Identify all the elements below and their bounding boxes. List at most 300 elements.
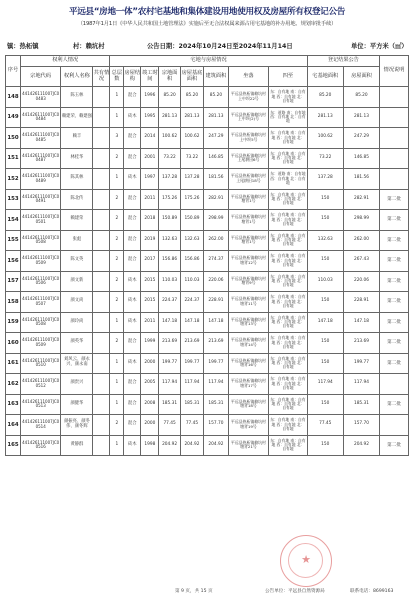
row-base-area: 77.45 — [180, 415, 203, 436]
row-directions: 东：自有地 南：自有地 西：自有地 北：自有地 — [269, 415, 307, 436]
row-location: 平远县热柘镇赖坑村塘背16号 — [228, 353, 269, 374]
row-year: 2018 — [141, 210, 159, 231]
row-remark: 第二批 — [380, 210, 409, 231]
row-owner: 颜文尚 — [61, 292, 93, 313]
table-row — [6, 107, 409, 128]
row-year: 1995 — [141, 107, 159, 128]
row-remark: 第二批 — [380, 189, 409, 210]
header-year: 竣工时间 — [141, 67, 159, 87]
header-floors: 总层数 — [110, 67, 124, 87]
row-base-area: 199.77 — [180, 353, 203, 374]
row-build-area: 228.91 — [204, 292, 229, 313]
row-reg-land: 150 — [307, 251, 343, 272]
row-build-area: 146.85 — [204, 148, 229, 169]
table-row — [6, 148, 409, 169]
row-structure: 砖木 — [124, 169, 141, 190]
row-land-code: 441426111007JC00509 — [20, 333, 61, 354]
row-reg-house: 85.20 — [343, 87, 379, 108]
row-location: 平远县热柘镇赖坑村塘背9号 — [228, 271, 269, 292]
row-location: 平远县热柘镇赖坑村上尾耕田18号 — [228, 169, 269, 190]
row-year: 2015 — [141, 292, 159, 313]
row-land-code: 441426111007JC00510 — [20, 353, 61, 374]
row-floors: 1 — [110, 312, 124, 333]
row-seq: 151 — [6, 148, 21, 169]
row-seq: 158 — [6, 292, 21, 313]
row-year: 1996 — [141, 87, 159, 108]
row-structure: 混合 — [124, 87, 141, 108]
row-remark: 第二批 — [380, 394, 409, 415]
row-year: 2001 — [141, 148, 159, 169]
row-land-code: 441426111007JC00513 — [20, 394, 61, 415]
row-base-area: 100.62 — [180, 128, 203, 149]
row-remark: 第二批 — [380, 312, 409, 333]
publisher: 公告单位：平远县自然资源局 — [265, 589, 325, 594]
row-build-area: 262.00 — [204, 230, 229, 251]
row-land-area: 77.45 — [159, 415, 180, 436]
row-build-area: 185.31 — [204, 394, 229, 415]
row-base-area: 137.28 — [180, 169, 203, 190]
row-floors: 1 — [110, 107, 124, 128]
row-members — [93, 292, 110, 313]
row-land-code: 441426111007JC00489 — [20, 169, 61, 190]
header-build-area: 建筑面积 — [204, 67, 229, 87]
row-land-area: 100.62 — [159, 128, 180, 149]
row-remark — [380, 374, 409, 395]
row-seq: 154 — [6, 210, 21, 231]
row-land-code: 441426111007JC00491 — [20, 189, 61, 210]
row-members — [93, 148, 110, 169]
table-row — [6, 251, 409, 272]
row-owner: 颜振亮、颜冬伟、颜冬辉 — [61, 415, 93, 436]
village-label: 村：赖坑村 — [73, 43, 105, 50]
table-row — [6, 230, 409, 251]
row-members — [93, 333, 110, 354]
row-base-area: 150.89 — [180, 210, 203, 231]
row-build-area: 282.91 — [204, 189, 229, 210]
row-seq: 162 — [6, 374, 21, 395]
row-year: 2000 — [141, 353, 159, 374]
row-reg-land: 73.22 — [307, 148, 343, 169]
row-reg-land: 147.18 — [307, 312, 343, 333]
row-members — [93, 374, 110, 395]
header-structure: 房屋结构 — [124, 67, 141, 87]
announcement-period: 公告日期：2024年10月24日至2024年11月14日 — [147, 43, 293, 50]
table-row — [6, 87, 409, 108]
row-build-area: 199.77 — [204, 353, 229, 374]
page-number: 第 9 页，共 15 页 — [175, 589, 213, 594]
row-year: 2011 — [141, 189, 159, 210]
row-land-code: 441426111007JC00487 — [20, 148, 61, 169]
row-owner: 黄静群 — [61, 435, 93, 456]
row-land-area: 175.26 — [159, 189, 180, 210]
row-owner: 陈其林 — [61, 169, 93, 190]
row-owner: 刘风云、颜永兴、颜永南 — [61, 353, 93, 374]
row-build-area: 204.92 — [204, 435, 229, 456]
row-reg-house: 117.94 — [343, 374, 379, 395]
row-owner: 张彪 — [61, 230, 93, 251]
header-reg-land: 宅基地面积 — [307, 67, 343, 87]
row-seq: 160 — [6, 333, 21, 354]
row-structure: 混合 — [124, 128, 141, 149]
row-reg-land: 77.45 — [307, 415, 343, 436]
row-remark: 第二批 — [380, 292, 409, 313]
row-reg-house: 262.00 — [343, 230, 379, 251]
row-floors: 1 — [110, 374, 124, 395]
official-seal: ★ — [280, 535, 332, 587]
row-floors: 2 — [110, 210, 124, 231]
row-structure: 混合 — [124, 415, 141, 436]
row-seq: 153 — [6, 189, 21, 210]
row-land-area: 132.63 — [159, 230, 180, 251]
header-owner: 权利人名称 — [61, 67, 93, 87]
header-landhouse: 宅地与房屋情况 — [110, 56, 307, 67]
row-land-area: 185.31 — [159, 394, 180, 415]
row-land-code: 441426111007JC00512 — [20, 374, 61, 395]
row-reg-land: 150 — [307, 210, 343, 231]
table-row — [6, 128, 409, 149]
row-build-area: 213.69 — [204, 333, 229, 354]
row-land-code: 441426111007JC00514 — [20, 415, 61, 436]
row-seq: 163 — [6, 394, 21, 415]
row-seq: 165 — [6, 435, 21, 456]
row-structure: 砖木 — [124, 271, 141, 292]
row-reg-land: 100.62 — [307, 128, 343, 149]
row-reg-land: 150 — [307, 394, 343, 415]
header-rights: 权利人情况 — [20, 56, 110, 67]
row-reg-house: 199.77 — [343, 353, 379, 374]
row-base-area: 73.22 — [180, 148, 203, 169]
table-row — [6, 333, 409, 354]
row-base-area: 110.03 — [180, 271, 203, 292]
row-structure: 混合 — [124, 333, 141, 354]
row-reg-house: 247.29 — [343, 128, 379, 149]
row-location: 平远县热柘镇赖坑村上中坝5号 — [228, 128, 269, 149]
table-row — [6, 271, 409, 292]
row-location: 平远县热柘镇赖坑村塘背1号 — [228, 230, 269, 251]
row-directions: 东：自有地 南：自有地 西：自有地 北：自有地 — [269, 312, 307, 333]
row-location: 平远县热柘镇赖坑村塘背12号 — [228, 251, 269, 272]
row-seq: 156 — [6, 251, 21, 272]
row-year: 2011 — [141, 312, 159, 333]
row-reg-house: 267.43 — [343, 251, 379, 272]
row-members — [93, 312, 110, 333]
row-location: 平远县热柘镇赖坑村上中坝(2)号 — [228, 107, 269, 128]
row-remark: 第二批 — [380, 251, 409, 272]
row-members — [93, 394, 110, 415]
row-floors: 2 — [110, 251, 124, 272]
row-owner: 赖建荣 — [61, 210, 93, 231]
row-directions: 东：道路 南：自有地 西：自有地 北：自有地 — [269, 107, 307, 128]
row-reg-land: 150 — [307, 353, 343, 374]
row-reg-land: 150 — [307, 189, 343, 210]
row-land-area: 147.18 — [159, 312, 180, 333]
row-land-area: 85.20 — [159, 87, 180, 108]
row-reg-land: 281.13 — [307, 107, 343, 128]
row-floors: 1 — [110, 87, 124, 108]
row-land-code: 441426111007JC00506 — [20, 271, 61, 292]
row-remark: 第二批 — [380, 333, 409, 354]
row-floors: 3 — [110, 128, 124, 149]
row-land-code: 441426111007JC00508 — [20, 230, 61, 251]
row-directions: 东：自有地 南：自有地 西：自有地 北：自有地 — [269, 394, 307, 415]
row-location: 平远县热柘镇赖坑村塘背19号 — [228, 415, 269, 436]
row-reg-house: 298.99 — [343, 210, 379, 231]
table-row — [6, 394, 409, 415]
row-structure: 混合 — [124, 189, 141, 210]
page-subtitle: （1987年1月1日《中华人民共和国土地管理法》实施后至无合法权属来源占用宅基地的补办用地、规划审批手续） — [77, 21, 337, 27]
row-members — [93, 271, 110, 292]
row-directions: 东：自有地 南：自有地 西：自有地 北：自有地 — [269, 87, 307, 108]
row-base-area: 85.20 — [180, 87, 203, 108]
row-directions: 东：自有地 南：自有地 西：自有地 北：自有地 — [269, 333, 307, 354]
row-land-code: 441426111007JC00508 — [20, 312, 61, 333]
row-floors: 2 — [110, 271, 124, 292]
row-structure: 砖木 — [124, 435, 141, 456]
table-row — [6, 312, 409, 333]
row-directions: 东：自有地 南：自有地 西：自有地 北：自有地 — [269, 353, 307, 374]
row-year: 2008 — [141, 394, 159, 415]
row-owner: 陈北传 — [61, 189, 93, 210]
row-land-area: 137.28 — [159, 169, 180, 190]
row-seq: 161 — [6, 353, 21, 374]
row-reg-house: 282.91 — [343, 189, 379, 210]
row-year: 2014 — [141, 128, 159, 149]
row-remark — [380, 415, 409, 436]
row-reg-house: 213.69 — [343, 333, 379, 354]
row-seq: 164 — [6, 415, 21, 436]
row-directions: 东：自有地 南：自有地 西：自有地 北：自有地 — [269, 189, 307, 210]
page-footer — [0, 588, 414, 598]
header-remark: 情况说明 — [380, 56, 409, 87]
table-row — [6, 210, 409, 231]
row-members — [93, 189, 110, 210]
row-owner: 颜文新 — [61, 271, 93, 292]
header-registration: 登记结果公告 — [307, 56, 379, 67]
row-owner: 陈文英 — [61, 251, 93, 272]
row-remark — [380, 87, 409, 108]
table-row — [6, 169, 409, 190]
row-year: 2017 — [141, 251, 159, 272]
row-land-code: 441426111007JC00485 — [20, 128, 61, 149]
row-remark — [380, 148, 409, 169]
header-code: 宗地代码 — [20, 67, 61, 87]
row-structure: 砖木 — [124, 292, 141, 313]
row-build-area: 274.37 — [204, 251, 229, 272]
row-land-area: 110.03 — [159, 271, 180, 292]
row-location: 平远县热柘镇赖坑村塘背21号 — [228, 435, 269, 456]
row-owner: 颜玲尚 — [61, 312, 93, 333]
row-year: 2015 — [141, 271, 159, 292]
row-structure: 混合 — [124, 230, 141, 251]
row-base-area: 175.26 — [180, 189, 203, 210]
table-row — [6, 435, 409, 456]
row-land-area: 199.77 — [159, 353, 180, 374]
row-directions: 东：道路 南：自有地 西：自有地 北：自有地 — [269, 169, 307, 190]
header-location: 坐落 — [228, 67, 269, 87]
row-land-code: 441426111007JC00483 — [20, 87, 61, 108]
row-build-area: 281.13 — [204, 107, 229, 128]
row-base-area: 185.31 — [180, 394, 203, 415]
row-location: 平远县热柘镇赖坑村塘背17号 — [228, 374, 269, 395]
row-remark — [380, 107, 409, 128]
row-structure: 混合 — [124, 394, 141, 415]
row-build-area: 147.18 — [204, 312, 229, 333]
row-land-code: 441426111007JC00507 — [20, 292, 61, 313]
row-land-area: 156.86 — [159, 251, 180, 272]
row-land-code: 441426111007JC00516 — [20, 435, 61, 456]
row-remark — [380, 128, 409, 149]
row-owner: 颜英华 — [61, 333, 93, 354]
row-base-area: 281.13 — [180, 107, 203, 128]
row-location: 平远县热柘镇赖坑村塘背18号 — [228, 394, 269, 415]
row-remark: 第二批 — [380, 435, 409, 456]
announcement-meta — [5, 41, 409, 53]
row-build-area: 85.20 — [204, 87, 229, 108]
row-year: 1999 — [141, 333, 159, 354]
row-seq: 148 — [6, 87, 21, 108]
row-structure: 混合 — [124, 251, 141, 272]
row-land-code: 441426111007JC00501 — [20, 210, 61, 231]
row-floors: 2 — [110, 230, 124, 251]
row-owner: 林桂华 — [61, 148, 93, 169]
row-reg-house: 181.56 — [343, 169, 379, 190]
row-structure: 砖木 — [124, 107, 141, 128]
row-directions: 东：自有地 南：自有地 西：自有地 北：自有地 — [269, 128, 307, 149]
row-location: 平远县热柘镇赖坑村塘背1号 — [228, 189, 269, 210]
row-reg-land: 132.63 — [307, 230, 343, 251]
row-remark: 第二批 — [380, 230, 409, 251]
row-land-area: 150.89 — [159, 210, 180, 231]
row-build-area: 117.94 — [204, 374, 229, 395]
row-directions: 东：自有地 南：自有地 西：自有地 北：自有地 — [269, 230, 307, 251]
row-seq: 149 — [6, 107, 21, 128]
row-seq: 152 — [6, 169, 21, 190]
row-seq: 150 — [6, 128, 21, 149]
row-year: 2000 — [141, 415, 159, 436]
header-reg-house: 房屋面积 — [343, 67, 379, 87]
row-land-area: 224.37 — [159, 292, 180, 313]
row-location: 平远县热柘镇赖坑村上中坝22号 — [228, 87, 269, 108]
row-reg-house: 185.31 — [343, 394, 379, 415]
row-owner: 颜健华 — [61, 394, 93, 415]
town-label: 镇：热柘镇 — [7, 43, 39, 50]
row-owner: 陈玉林 — [61, 87, 93, 108]
row-build-area: 220.06 — [204, 271, 229, 292]
row-members — [93, 230, 110, 251]
row-base-area: 213.69 — [180, 333, 203, 354]
table-row — [6, 292, 409, 313]
row-year: 2005 — [141, 374, 159, 395]
row-location: 平远县热柘镇赖坑村上尾耕田6号 — [228, 148, 269, 169]
row-reg-house: 146.85 — [343, 148, 379, 169]
row-build-area: 298.99 — [204, 210, 229, 231]
row-structure: 混合 — [124, 148, 141, 169]
row-seq: 157 — [6, 271, 21, 292]
row-build-area: 181.56 — [204, 169, 229, 190]
row-seq: 155 — [6, 230, 21, 251]
row-structure: 砖木 — [124, 312, 141, 333]
registration-table — [5, 55, 409, 456]
page-title: 平远县“房地一体”农村宅基地和集体建设用地使用权及房屋所有权登记公告 — [68, 7, 346, 17]
table-row — [6, 374, 409, 395]
row-members — [93, 169, 110, 190]
row-members — [93, 210, 110, 231]
row-members — [93, 251, 110, 272]
row-reg-land: 85.20 — [307, 87, 343, 108]
row-directions: 东：自有地 南：自有地 西：自有地 北：自有地 — [269, 210, 307, 231]
row-reg-land: 117.94 — [307, 374, 343, 395]
row-land-area: 117.94 — [159, 374, 180, 395]
unit-label: 单位：平方米（㎡） — [351, 43, 408, 50]
row-reg-house: 147.18 — [343, 312, 379, 333]
row-year: 2019 — [141, 230, 159, 251]
row-land-area: 73.22 — [159, 148, 180, 169]
row-land-code: 441426111007JC00484 — [20, 107, 61, 128]
row-members — [93, 353, 110, 374]
row-remark — [380, 169, 409, 190]
header-base-area: 房屋基底面积 — [180, 67, 203, 87]
row-floors: 2 — [110, 333, 124, 354]
row-owner: 赖丰 — [61, 128, 93, 149]
row-structure: 混合 — [124, 374, 141, 395]
row-directions: 东：自有地 南：自有地 西：自有地 北：自有地 — [269, 435, 307, 456]
row-floors: 1 — [110, 169, 124, 190]
row-directions: 东：自有地 南：自有地 西：自有地 北：自有地 — [269, 251, 307, 272]
row-directions: 东：自有地 南：自有地 西：自有地 北：自有地 — [269, 374, 307, 395]
row-floors: 1 — [110, 435, 124, 456]
row-reg-land: 150 — [307, 292, 343, 313]
row-base-area: 224.37 — [180, 292, 203, 313]
row-reg-land: 137.28 — [307, 169, 343, 190]
header-seq: 序号 — [6, 56, 21, 87]
row-reg-land: 110.03 — [307, 271, 343, 292]
row-reg-land: 150 — [307, 333, 343, 354]
row-build-area: 157.70 — [204, 415, 229, 436]
row-directions: 东：自有地 南：自有地 西：自有地 北：自有地 — [269, 148, 307, 169]
row-remark: 第二批 — [380, 353, 409, 374]
row-members — [93, 107, 110, 128]
row-floors: 2 — [110, 292, 124, 313]
row-reg-house: 220.06 — [343, 271, 379, 292]
contact-phone: 联系电话：8699163 — [350, 589, 394, 594]
header-land-area: 宗地面积 — [159, 67, 180, 87]
row-members — [93, 415, 110, 436]
row-remark: 第二批 — [380, 271, 409, 292]
row-floors: 1 — [110, 394, 124, 415]
row-structure: 混合 — [124, 210, 141, 231]
row-reg-house: 204.92 — [343, 435, 379, 456]
header-directions: 四至 — [269, 67, 307, 87]
row-year: 1997 — [141, 169, 159, 190]
row-year: 1998 — [141, 435, 159, 456]
row-floors: 1 — [110, 353, 124, 374]
row-directions: 东：自有地 南：自有地 西：自有地 北：自有地 — [269, 292, 307, 313]
row-land-area: 213.69 — [159, 333, 180, 354]
row-location: 平远县热柘镇赖坑村塘背1号 — [228, 210, 269, 231]
row-floors: 2 — [110, 148, 124, 169]
row-base-area: 147.18 — [180, 312, 203, 333]
row-location: 平远县热柘镇赖坑村塘背11号 — [228, 292, 269, 313]
row-members — [93, 87, 110, 108]
row-base-area: 117.94 — [180, 374, 203, 395]
row-reg-house: 157.70 — [343, 415, 379, 436]
row-location: 平远县热柘镇赖坑村塘背14号 — [228, 333, 269, 354]
row-directions: 东：自有地 南：自有地 西：自有地 北：自有地 — [269, 271, 307, 292]
row-floors: 2 — [110, 415, 124, 436]
row-members — [93, 435, 110, 456]
row-structure: 砖木 — [124, 353, 141, 374]
header-members: 共有情况 — [93, 67, 110, 87]
